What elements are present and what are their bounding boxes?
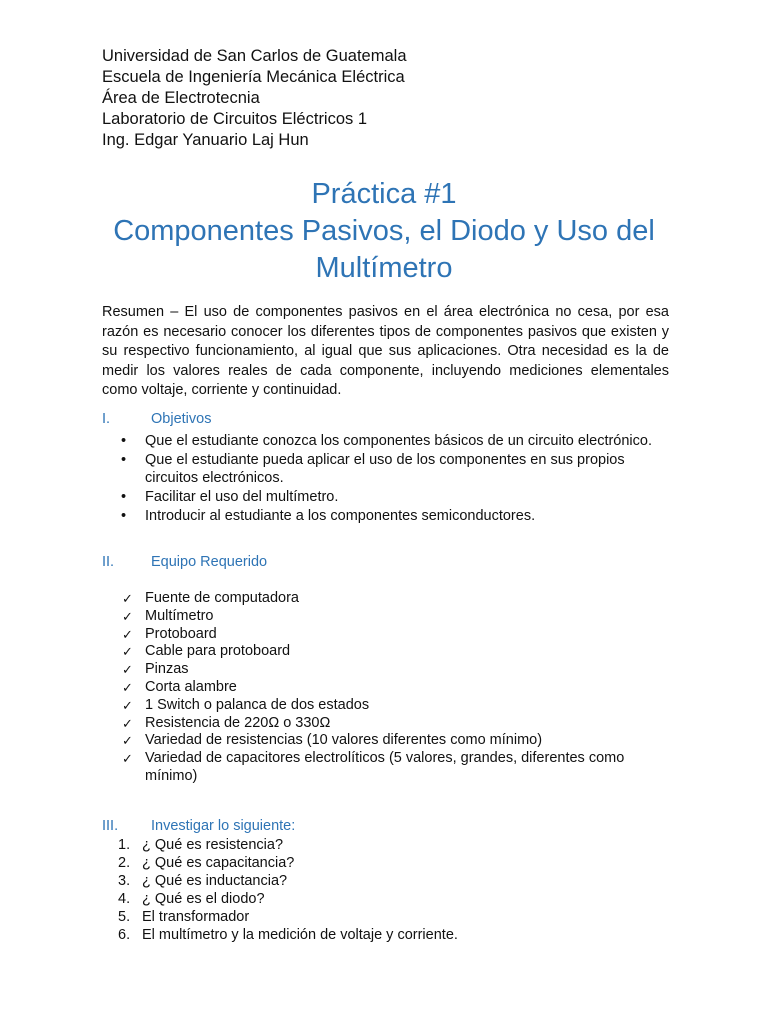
list-item: • Que el estudiante conozca los componentes básicos de un circuito electrónico. [121, 433, 652, 449]
checklist-item: ✓ Multímetro [122, 607, 214, 624]
section-title: Investigar lo siguiente: [151, 818, 296, 834]
check-mark-icon: ✓ [122, 751, 133, 767]
bullet-icon: • [121, 508, 127, 524]
checklist-item: ✓ Variedad de resistencias (10 valores diferentes como mínimo) [122, 732, 543, 749]
header-line-lab: Laboratorio de Circuitos Eléctricos 1 [102, 110, 368, 128]
check-mark-icon: ✓ [122, 591, 133, 606]
header-line-instructor: Ing. Edgar Yanuario Laj Hun [102, 131, 309, 149]
check-mark-icon: ✓ [122, 679, 133, 695]
objectives-list [102, 432, 662, 526]
list-item: 6. El multímetro y la medición de voltaje y corriente. [118, 927, 458, 943]
check-mark-icon: ✓ [122, 626, 133, 642]
list-item: 5. El transformador [118, 909, 250, 925]
list-item: • Que el estudiante pueda aplicar el uso de los componentes en sus propios circuitos electrónicos. [121, 452, 625, 486]
title-subject-line1: Componentes Pasivos, el Diodo y Uso del [113, 215, 655, 247]
list-item: • Facilitar el uso del multímetro. [121, 489, 339, 505]
check-mark-icon: ✓ [122, 644, 133, 660]
checklist-item: ✓ 1 Switch o palanca de dos estados [122, 696, 370, 713]
check-mark-icon: ✓ [122, 662, 133, 678]
bullet-icon: • [121, 433, 127, 449]
check-mark-icon: ✓ [122, 715, 133, 731]
check-mark-icon: ✓ [122, 697, 133, 713]
header-line-school: Escuela de Ingeniería Mecánica Eléctrica [102, 68, 405, 86]
checklist-item: ✓ Variedad de capacitores electrolíticos (5 valores, grandes, diferentes como mínimo) [122, 750, 625, 784]
section-heading-objetivos [102, 410, 211, 428]
header-line-area: Área de Electrotecnia [102, 89, 260, 107]
bullet-icon: • [121, 452, 127, 468]
checklist-item: ✓ Cable para protoboard [122, 643, 291, 660]
header-line-university: Universidad de San Carlos de Guatemala [102, 47, 407, 65]
title-practice-number: Práctica #1 [311, 178, 457, 210]
section-number: II. [102, 554, 115, 570]
section-number: I. [102, 411, 111, 427]
list-item: 2. ¿ Qué es capacitancia? [118, 855, 295, 871]
checklist-item: ✓ Corta alambre [122, 678, 237, 695]
list-item: 3. ¿ Qué es inductancia? [118, 873, 288, 889]
list-item: • Introducir al estudiante a los componentes semiconductores. [121, 508, 536, 524]
section-title: Objetivos [151, 411, 212, 427]
equipment-checklist [102, 590, 662, 786]
bullet-icon: • [121, 489, 127, 505]
checklist-item: ✓ Protoboard [122, 625, 217, 642]
check-mark-icon: ✓ [122, 608, 133, 624]
list-item: 1. ¿ Qué es resistencia? [118, 837, 284, 853]
document-title [60, 176, 708, 287]
institution-header [102, 46, 407, 151]
section-heading-investigar [102, 817, 295, 835]
section-heading-equipo [102, 553, 267, 571]
abstract-paragraph: Resumen – El uso de componentes pasivos en el área electrónica no cesa, por esa razón es necesario conocer los diferentes tipos de componentes pasivos que existen y su respectivo funcionamiento, al igual que sus aplicaciones. Otra necesidad es la de medir los valores reales de cada componente, incluyendo mediciones elementales como voltaje, corriente y continuidad. [102, 304, 669, 399]
section-number: III. [102, 818, 119, 834]
checklist-item: ✓ Resistencia de 220Ω o 330Ω [122, 714, 331, 731]
checklist-item: ✓ Fuente de computadora [122, 590, 299, 606]
list-item: 4. ¿ Qué es el diodo? [118, 891, 265, 907]
research-list [102, 836, 662, 944]
title-subject-line2: Multímetro [315, 252, 453, 284]
section-title: Equipo Requerido [151, 554, 268, 570]
check-mark-icon: ✓ [122, 733, 133, 749]
checklist-item: ✓ Pinzas [122, 661, 189, 678]
